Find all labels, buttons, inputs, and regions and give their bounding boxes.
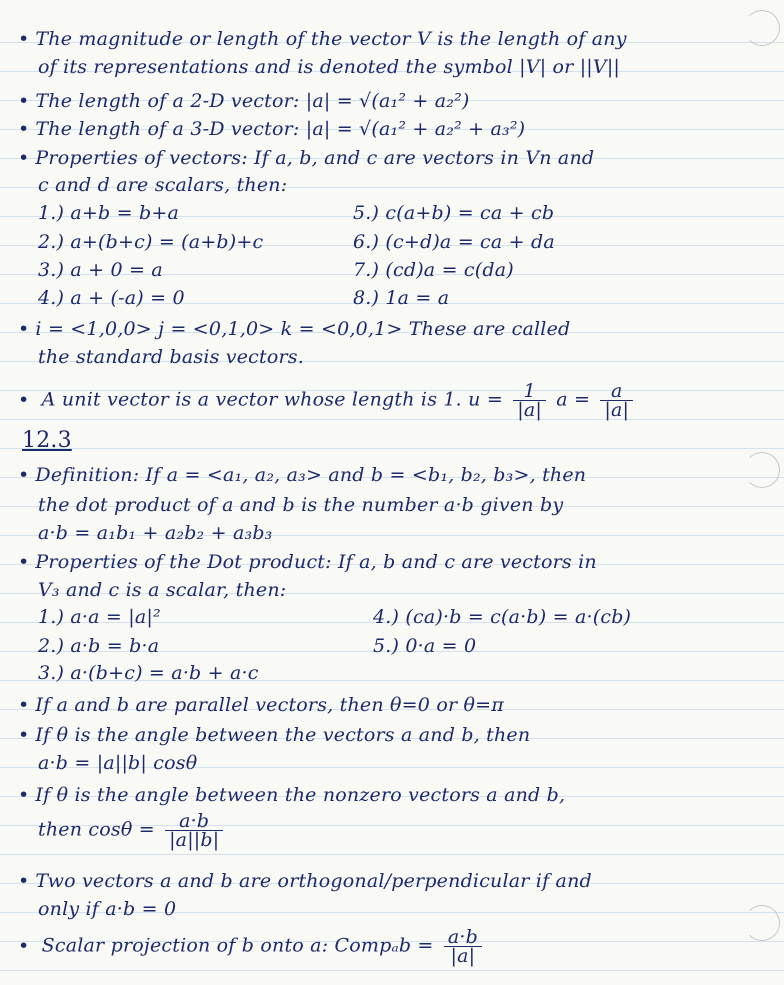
note-text: A unit vector is a vector whose length is 1. u = <box>41 388 503 411</box>
note-line: a·b = a₁b₁ + a₂b₂ + a₃b₃ <box>38 522 273 544</box>
property-item: 4.) (ca)·b = c(a·b) = a·(cb) <box>373 606 632 628</box>
property-item: 7.) (cd)a = c(da) <box>353 259 514 281</box>
note-text: then cosθ = <box>38 818 155 841</box>
property-row <box>38 633 770 659</box>
scalar-projection-line <box>18 928 770 965</box>
note-line: c and d are scalars, then: <box>38 174 288 196</box>
fraction <box>600 382 633 419</box>
property-row <box>38 200 770 226</box>
property-item: 1.) a+b = b+a <box>38 202 179 224</box>
note-line: • The length of a 3-D vector: |a| = √(a₁² + a₂² + a₃²) <box>18 116 770 142</box>
property-row <box>38 285 770 311</box>
property-item: 3.) a·(b+c) = a·b + a·c <box>38 662 259 684</box>
note-line: • Two vectors a and b are orthogonal/perpendicular if and <box>18 868 770 894</box>
note-line: • i = <1,0,0> j = <0,1,0> k = <0,0,1> These are called <box>18 316 770 342</box>
fraction <box>444 928 482 965</box>
note-text: a = <box>556 388 591 411</box>
property-item: 1.) a·a = |a|² <box>38 606 161 628</box>
fraction-numerator: a·b <box>165 812 223 831</box>
property-item: 4.) a + (-a) = 0 <box>38 287 185 309</box>
note-line: • The length of a 2-D vector: |a| = √(a₁² + a₂²) <box>18 88 770 114</box>
note-line: of its representations and is denoted the symbol |V| or ||V|| <box>38 56 621 78</box>
fraction-denominator: |a| <box>517 399 542 421</box>
unit-vector-line <box>18 382 770 419</box>
fraction-denominator: |a| <box>604 399 630 421</box>
note-line: the standard basis vectors. <box>38 346 304 368</box>
fraction <box>513 382 546 419</box>
note-line: V₃ and c is a scalar, then: <box>38 579 287 601</box>
note-line: • Definition: If a = <a₁, a₂, a₃> and b = <b₁, b₂, b₃>, then <box>18 462 770 488</box>
property-item: 5.) 0·a = 0 <box>373 635 477 657</box>
property-row <box>38 229 770 255</box>
property-item: 6.) (c+d)a = ca + da <box>353 231 555 253</box>
note-text: Scalar projection of b onto a: Compₐb = <box>41 934 434 957</box>
fraction-denominator: |a||b| <box>169 829 220 851</box>
fraction <box>165 812 223 849</box>
note-line: • Properties of vectors: If a, b, and c are vectors in Vn and <box>18 145 770 171</box>
note-line: • If θ is the angle between the vectors a and b, then <box>18 722 770 748</box>
fraction-numerator: a·b <box>444 928 482 947</box>
note-line: • If θ is the angle between the nonzero vectors a and b, <box>18 782 770 808</box>
property-row <box>38 660 770 686</box>
note-line: • Properties of the Dot product: If a, b and c are vectors in <box>18 549 770 575</box>
note-line: • The magnitude or length of the vector V is the length of any <box>18 26 770 52</box>
fraction-denominator: |a| <box>450 945 476 967</box>
property-item: 5.) c(a+b) = ca + cb <box>353 202 555 224</box>
fraction-numerator: a <box>600 382 633 401</box>
fraction-numerator: 1 <box>513 382 546 401</box>
note-line: the dot product of a and b is the number a·b given by <box>38 494 564 516</box>
property-row <box>38 604 770 630</box>
section-heading: 12.3 <box>22 428 72 453</box>
note-line: only if a·b = 0 <box>38 898 177 920</box>
property-row <box>38 257 770 283</box>
note-line: • If a and b are parallel vectors, then θ=0 or θ=π <box>18 692 770 718</box>
property-item: 2.) a+(b+c) = (a+b)+c <box>38 231 264 253</box>
property-item: 2.) a·b = b·a <box>38 635 160 657</box>
property-item: 3.) a + 0 = a <box>38 259 163 281</box>
property-item: 8.) 1a = a <box>353 287 450 309</box>
note-line: a·b = |a||b| cosθ <box>38 752 198 774</box>
cosine-formula-line <box>38 812 770 849</box>
